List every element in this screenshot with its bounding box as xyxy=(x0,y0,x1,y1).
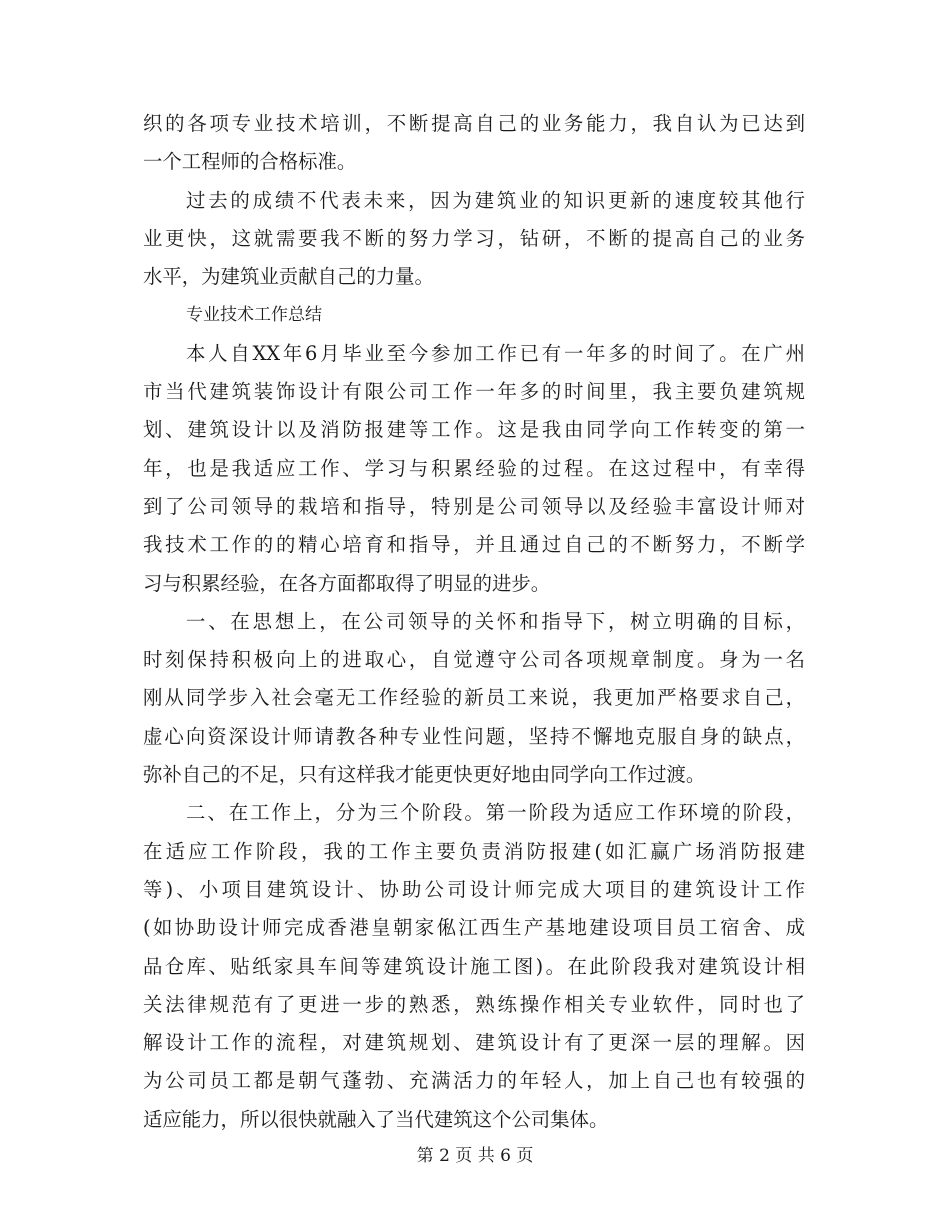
text-line: 刚从同学步入社会毫无工作经验的新员工来说，我更加严格要求自己， xyxy=(143,686,805,710)
text-line: 解设计工作的流程，对建筑规划、建筑设计有了更深一层的理解。因 xyxy=(143,1031,805,1055)
text-line: 水平，为建筑业贡献自己的力量。 xyxy=(143,265,434,289)
text-line: 过去的成绩不代表未来，因为建筑业的知识更新的速度较其他行 xyxy=(186,188,805,212)
text-line: 为公司员工都是朝气蓬勃、充满活力的年轻人，加上自己也有较强的 xyxy=(143,1069,805,1093)
text-line: 品仓库、贴纸家具车间等建筑设计施工图)。在此阶段我对建筑设计相 xyxy=(143,954,805,978)
text-line: 到了公司领导的栽培和指导，特别是公司领导以及经验丰富设计师对 xyxy=(143,494,805,518)
text-line: 二、在工作上，分为三个阶段。第一阶段为适应工作环境的阶段， xyxy=(186,801,805,825)
text-line: 在适应工作阶段，我的工作主要负责消防报建(如汇赢广场消防报建 xyxy=(143,839,805,863)
page-number-footer: 第 2 页 共 6 页 xyxy=(416,1146,534,1166)
text-line: 本人自XX年6月毕业至今参加工作已有一年多的时间了。在广州 xyxy=(186,341,805,365)
text-line: 虚心向资深设计师请教各种专业性问题，坚持不懈地克服自身的缺点， xyxy=(143,724,805,748)
text-line: 业更快，这就需要我不断的努力学习，钻研，不断的提高自己的业务 xyxy=(143,226,805,250)
text-line: (如协助设计师完成香港皇朝家俬江西生产基地建设项目员工宿舍、成 xyxy=(143,916,805,940)
text-line: 年，也是我适应工作、学习与积累经验的过程。在这过程中，有幸得 xyxy=(143,456,805,480)
text-line: 时刻保持积极向上的进取心，自觉遵守公司各项规章制度。身为一名 xyxy=(143,648,805,672)
text-line: 等)、小项目建筑设计、协助公司设计师完成大项目的建筑设计工作 xyxy=(143,877,805,901)
text-line: 关法律规范有了更进一步的熟悉，熟练操作相关专业软件，同时也了 xyxy=(143,992,805,1016)
text-line: 一个工程师的合格标准。 xyxy=(143,150,357,174)
section-heading: 专业技术工作总结 xyxy=(186,305,322,326)
text-line: 我技术工作的的精心培育和指导，并且通过自己的不断努力，不断学 xyxy=(143,533,805,557)
text-line: 适应能力，所以很快就融入了当代建筑这个公司集体。 xyxy=(143,1107,609,1131)
text-line: 习与积累经验，在各方面都取得了明显的进步。 xyxy=(143,571,551,595)
document-body xyxy=(143,105,805,1139)
text-line: 划、建筑设计以及消防报建等工作。这是我由同学向工作转变的第一 xyxy=(143,418,805,442)
text-line: 织的各项专业技术培训，不断提高自己的业务能力，我自认为已达到 xyxy=(143,112,805,135)
text-line: 弥补自己的不足，只有这样我才能更快更好地由同学向工作过渡。 xyxy=(143,763,706,787)
text-line: 市当代建筑装饰设计有限公司工作一年多的时间里，我主要负建筑规 xyxy=(143,380,805,404)
text-line: 一、在思想上，在公司领导的关怀和指导下，树立明确的目标， xyxy=(186,609,805,633)
